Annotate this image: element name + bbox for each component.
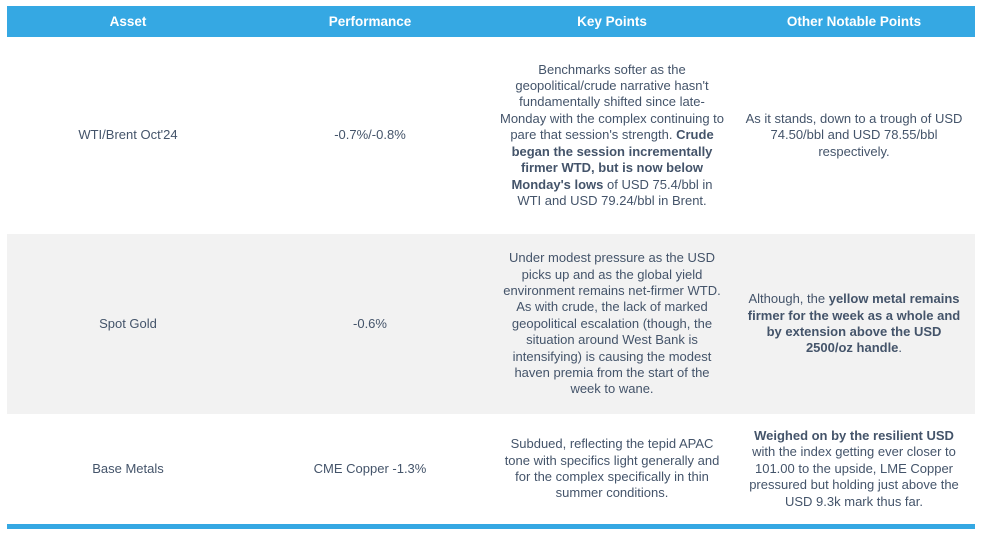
key-points-cell: Subdued, reflecting the tepid APAC tone with specifics light generally and for the complex specifically in thin summer conditions.	[504, 436, 720, 501]
table-row-spot-gold	[7, 234, 975, 414]
table-bottom-border	[7, 524, 975, 529]
header-cell-key-points: Key Points	[491, 6, 733, 37]
asset-cell: WTI/Brent Oct'24	[78, 127, 178, 143]
header-cell-other-notable-points: Other Notable Points	[733, 6, 975, 37]
performance-cell: -0.6%	[249, 234, 491, 414]
header-row	[7, 6, 975, 37]
table-row-base-metals	[7, 414, 975, 524]
key-points-cell: Under modest pressure as the USD picks up and as the global yield environment remains net-firmer WTD. As with crude, the lack of marked geopolitical escalation (though, the situation around West Bank is intensifying) is causing the modest haven premia from the start of the week to wane.	[491, 234, 733, 414]
header-cell-performance: Performance	[249, 6, 491, 37]
table-row-wti-brent	[7, 37, 975, 234]
header-cell-asset: Asset	[7, 6, 249, 37]
performance-cell: -0.7%/-0.8%	[334, 127, 406, 143]
asset-cell: Spot Gold	[7, 234, 249, 414]
asset-cell: Base Metals	[92, 460, 164, 476]
asset-performance-table	[7, 6, 975, 524]
other-notable-points-cell: As it stands, down to a trough of USD 74.50/bbl and USD 78.55/bbl respectively.	[745, 110, 963, 159]
key-points-cell: Benchmarks softer as the geopolitical/crude narrative hasn't fundamentally shifted since late-Monday with the complex continuing to pare that session's strength. Crude began the session incrementally firmer WTD, but is now below Monday's lows of USD 75.4/bbl in WTI and USD 79.24/bbl in Brent.	[500, 61, 725, 208]
other-notable-points-cell: Although, the yellow metal remains firmer for the week as a whole and by extension above the USD 2500/oz handle.	[733, 234, 975, 414]
other-notable-points-cell: Weighed on by the resilient USD with the index getting ever closer to 101.00 to the upside, LME Copper pressured but holding just above the USD 9.3k mark thus far.	[749, 427, 959, 509]
performance-cell: CME Copper -1.3%	[313, 460, 427, 476]
